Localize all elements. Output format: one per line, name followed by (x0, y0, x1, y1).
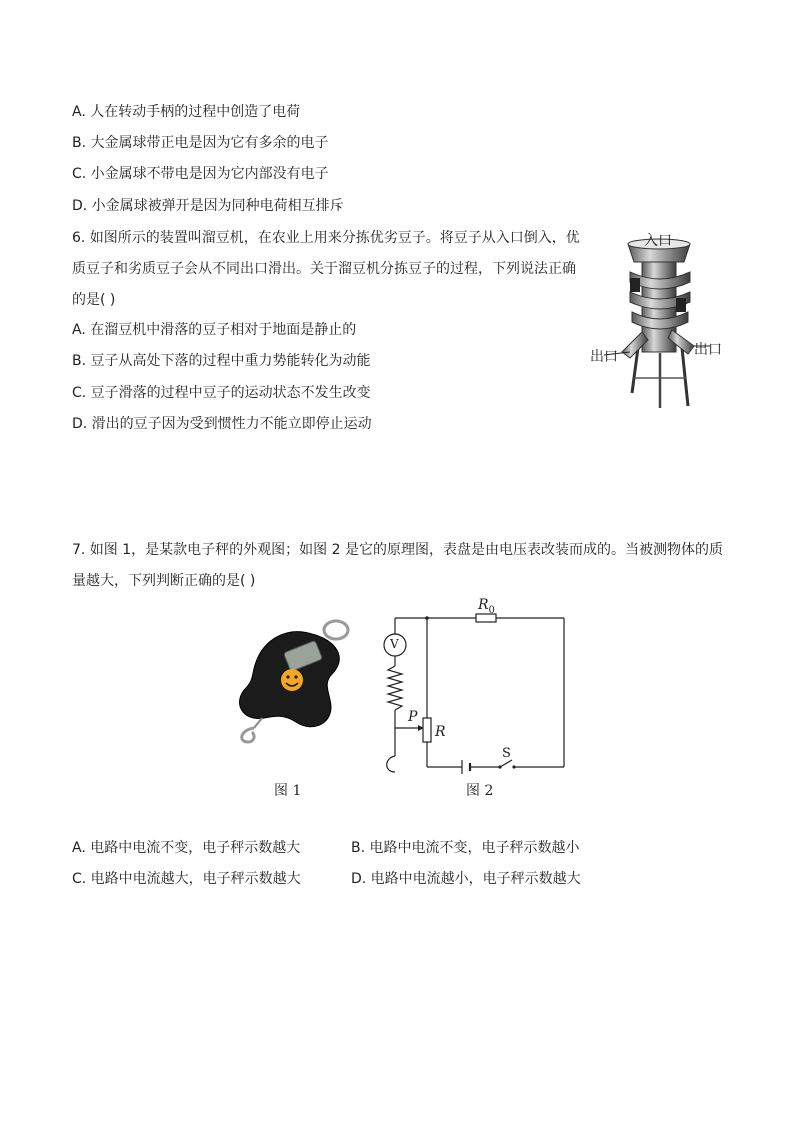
q6-stem-line-3: 的是( ) (72, 292, 116, 308)
q7-stem-line-1: 7. 如图 1，是某款电子秤的外观图；如图 2 是它的原理图，表盘是由电压表改装而成的。当被测物体的质 (72, 542, 723, 558)
outlet-left-label: 出口 (590, 349, 618, 365)
voltmeter-label: V (390, 637, 399, 651)
q5-option-b: B. 大金属球带正电是因为它有多余的电子 (72, 135, 329, 151)
r0-label: $R_0$ (478, 597, 495, 616)
switch-blade (500, 760, 512, 767)
bean-sorter-figure (590, 228, 730, 413)
figure-1-caption: 图 1 (274, 783, 302, 799)
rheostat-label: R (435, 724, 446, 740)
slider-p-label: P (408, 709, 418, 725)
outlet-right-label: 出口 (694, 342, 722, 358)
q5-option-c: C. 小金属球不带电是因为它内部没有电子 (72, 166, 329, 182)
q7-stem-line-2: 量越大，下列判断正确的是( ) (72, 573, 256, 589)
q6-option-c: C. 豆子滑落的过程中豆子的运动状态不发生改变 (72, 385, 371, 401)
q7-option-c: C. 电路中电流越大，电子秤示数越大 (72, 871, 301, 887)
electronic-scale-illustration (232, 618, 357, 748)
circuit-wiring (376, 596, 576, 780)
figure-2-caption: 图 2 (466, 783, 494, 799)
rheostat-r (423, 718, 431, 742)
q6-option-d: D. 滑出的豆子因为受到惯性力不能立即停止运动 (72, 416, 372, 432)
q6-option-b: B. 豆子从高处下落的过程中重力势能转化为动能 (72, 353, 371, 369)
q7-option-d: D. 电路中电流越小，电子秤示数越大 (351, 871, 581, 887)
q6-option-a: A. 在溜豆机中滑落的豆子相对于地面是静止的 (72, 322, 357, 338)
switch-label: S (502, 746, 511, 761)
q7-option-a: A. 电路中电流不变，电子秤示数越大 (72, 840, 301, 856)
electronic-scale-figure (232, 618, 357, 748)
q5-option-d: D. 小金属球被弹开是因为同种电荷相互排斥 (72, 198, 344, 214)
circuit-diagram (376, 596, 576, 780)
q5-option-a: A. 人在转动手柄的过程中创造了电荷 (72, 104, 301, 120)
q6-stem-line-1: 6. 如图所示的装置叫溜豆机，在农业上用来分拣优劣豆子。将豆子从入口倒入，优 (72, 230, 580, 246)
q6-stem-line-2: 质豆子和劣质豆子会从不同出口滑出。关于溜豆机分拣豆子的过程，下列说法正确 (72, 261, 576, 277)
q7-option-b: B. 电路中电流不变，电子秤示数越小 (351, 840, 580, 856)
inlet-label: 入口 (644, 233, 672, 249)
bean-sorter-illustration (590, 228, 730, 413)
